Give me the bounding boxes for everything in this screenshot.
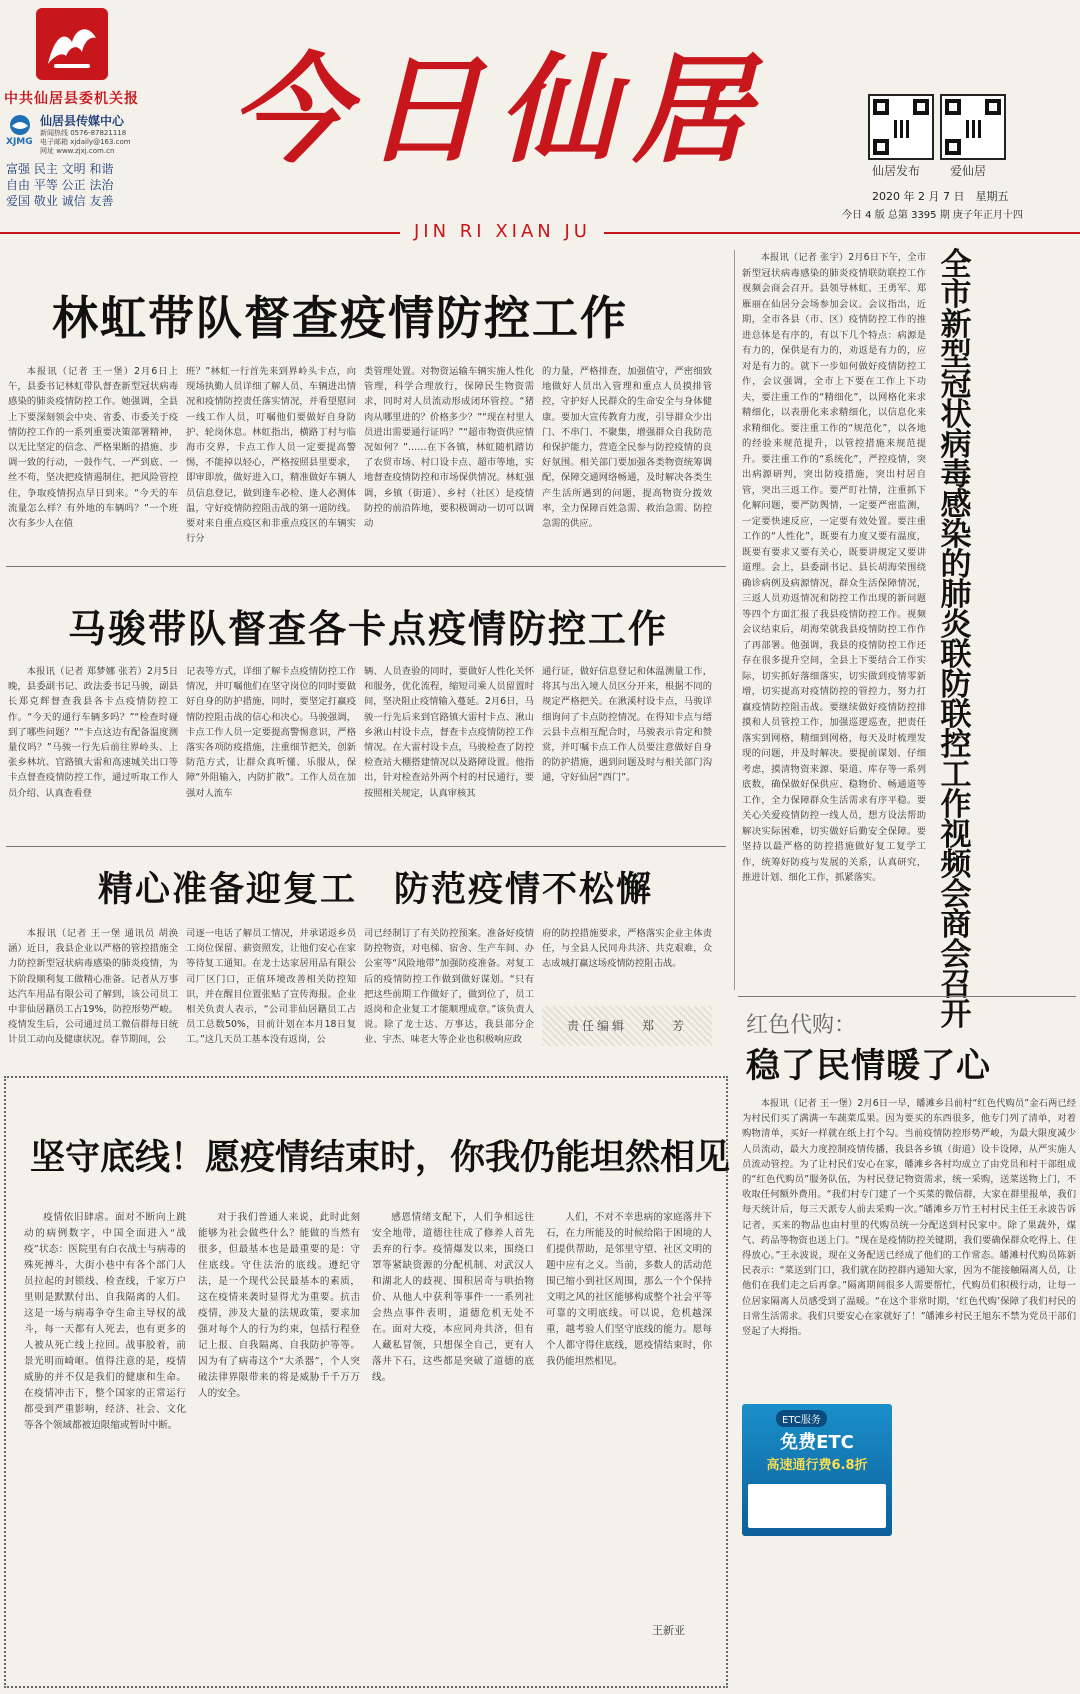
sidebar-headline-char: 冠 (940, 367, 972, 403)
article-text: 人们，不对不幸患病的家庭落井下石，在力所能及的时候给陷于困境的人们提供帮助，是邻里守望、社区文明的题中应有之义。当前，多数人的活动范围已缩小到社区周围，那么一个个保持文明之风的社区能够构成整个社会平等可靠的文明底线。可以说，危机越深重，越考验人们坚守底线的能力。愿每个人都守得住底线，愿疫情结束时，你我仍能坦然相见。 (546, 1212, 712, 1367)
section-rule (6, 566, 726, 567)
sidebar-headline-char: 感 (940, 487, 972, 523)
article-text: 感恩情绪支配下，人们争相远往安全地带，道德往往成了修养人首先丢弃的行李。疫情爆发以来，围绕口罩等紧缺资源的分配机制、对武汉人和湖北人的歧视、围积居奇与哄抬物价、从他人中获利等事件一一系列社会热点事件表明，道德危机无处不在。面对大疫，本应同舟共济，但有人藏私冒领，只想保全自己，更有人落井下石，这些都是突破了道德的底线。 (372, 1212, 534, 1383)
qr-code-icon (940, 94, 1006, 160)
sidebar-headline-char: 的 (940, 547, 972, 583)
article-column (8, 664, 178, 839)
article-column (898, 1404, 1076, 1680)
article-column (364, 364, 534, 554)
masthead-rule-right (604, 232, 1080, 234)
article-text: 疫情依旧肆虐。面对不断向上跳动的病例数字，中国全面进入“战疫”状态：医院里有白衣战士与病毒的殊死搏斗，大街小巷中有各个部门人员拉起的封锁线、检查线，千家万户里则是默默付出、自我隔离的人们。这是一场与病毒争夺生命主导权的战斗，每一天都有人死去，也有更多的人被从死亡线上拉回。战事胶着，前景光明而崎岖。值得注意的是，疫情威胁的并不仅是我们的健康和生命。在疫情冲击下，整个国家的正常运行都受到严重影响，经济、社会、文化等各个领域都被迫限缩或暂时中断。 (24, 1212, 186, 1431)
section-rule (6, 846, 726, 847)
article-column (186, 664, 356, 839)
sidebar-headline-char: 防 (940, 667, 972, 703)
article-column (198, 1210, 360, 1680)
sidebar-headline-char: 肺 (940, 577, 972, 613)
ad-footer-bar (748, 1484, 886, 1528)
core-values-line-3: 爱国 敬业 诚信 友善 (6, 194, 114, 208)
article-column (372, 1210, 534, 1680)
org-email: 电子邮箱 xjdaily@163.com (40, 138, 131, 146)
issue-line: 今日 4 版 总第 3395 期 庚子年正月十四 (842, 210, 1023, 221)
sidebar-headline-char: 毒 (940, 457, 972, 493)
sidebar-headline-char: 开 (940, 997, 972, 1033)
article-column (8, 926, 178, 1056)
sidebar-headline-char: 联 (940, 637, 972, 673)
article-column (186, 364, 356, 554)
byline: 王新亚 (652, 1624, 685, 1637)
article-text: 司已经制订了有关防控预案。准备好疫情防控物资，对电梯、宿舍、生产车间、办公室等“风险地带”加强防疫准备。对复工后的疫情防控工作做到做好谋划。“只有把这些前期工作做好了，做到位了，员工返岗和企业复工才能顺理成章。”该负责人说。除了龙士达、万事达，我县部分企业、宇杰、味老大等企业也积极响应政 (364, 928, 534, 1046)
article-headline: 坚守底线！愿疫情结束时，你我仍能坦然相见 (30, 1138, 731, 1178)
article-column (542, 926, 712, 996)
article-column (542, 664, 712, 839)
ad-subtitle: 高速通行费6.8折 (766, 1458, 868, 1473)
article-column (542, 364, 712, 554)
ad-title: 免费ETC (780, 1432, 854, 1453)
sidebar-headline-char: 会 (940, 937, 972, 973)
sidebar-headline-char: 控 (940, 727, 972, 763)
column-divider (734, 250, 735, 990)
article-column (24, 1210, 186, 1680)
sidebar-headline-char: 炎 (940, 607, 972, 643)
article-text: 班？”林虹一行首先来到界岭头卡点，向现场执勤人员详细了解人员、车辆进出情况和疫情防控责任落实情况，并看望慰问一线工作人员，叮嘱他们要做好自身防护、轮岗休息。林虹指出，横路丁村与临海市交界，卡点工作人员一定要提高警惕，不能掉以轻心，严格按照县里要求，即审即放，做好进入口，精准做好车辆人员信息登记，做到逢车必检、逢人必测体温，守好疫情防控阻击战的第一道防线。要对来自重点疫区和非重点疫区的车辆实行分 (186, 366, 356, 545)
qr-label-2: 爱仙居 (950, 164, 987, 178)
sidebar-headline (936, 247, 976, 1033)
masthead-rule-left (0, 232, 400, 234)
article-column (364, 664, 534, 839)
org-hotline: 新闻热线 0576-87821118 (40, 129, 127, 137)
sidebar-headline-char: 商 (940, 907, 972, 943)
etc-advertisement (742, 1404, 892, 1536)
article-headline: 林虹带队督查疫情防控工作 (52, 291, 628, 345)
sidebar-headline-char: 视 (940, 817, 972, 853)
newspaper-logo-icon (36, 8, 108, 80)
sidebar-headline-char: 联 (940, 697, 972, 733)
article-kicker: 红色代购： (746, 1013, 857, 1038)
article-text: 对于我们普通人来说，此时此刻能够为社会做些什么？能做的当然有很多，但最基本也是最重要的是：守住底线。守住法治的底线。遵纪守法，是一个现代公民最基本的素质，这在疫情来袭时显得尤为重要。抗击疫情，涉及大量的法规政策，要求加强对每个人的行为约束，包括行程登记上报、自我隔离、自我防护等等。因为有了病毒这个“大杀器”，个人突破法律界限带来的将是威胁千千万万人的安全。 (198, 1212, 360, 1399)
editor-credit: 责任编辑 郑 芳 (542, 1006, 712, 1046)
article-headline: 马骏带队督查各卡点疫情防控工作 (68, 607, 669, 651)
article-headline: 精心准备迎复工 防范疫情不松懈 (98, 870, 654, 910)
core-values-line-1: 富强 民主 文明 和谐 (6, 162, 114, 176)
org-abbr: XJMG (6, 137, 33, 147)
sidebar-headline-char: 新 (940, 307, 972, 343)
org-logo-icon (8, 114, 32, 136)
qr-code-icon (868, 94, 934, 160)
date-line: 2020 年 2 月 7 日 星期五 (872, 190, 1009, 203)
sidebar-headline-char: 状 (940, 397, 972, 433)
article-column (364, 926, 534, 1056)
article-column (742, 1096, 1076, 1396)
article-headline: 稳了民情暖了心 (746, 1046, 991, 1086)
article-text: 本报讯（记者 王一堡）2月6日上午，县委书记林虹带队督查新型冠状病毒感染的肺炎疫情防控工作。她强调，全县上下要深刻领会中央、省委、市委关于疫情防控工作的一系列重要决策部署精神，以无比坚定的信念、严格果断的措施、步调一致的行动，一鼓作气、一严到底、一丝不苟，坚决把疫情遏制住，把风险管控住，争取疫情拐点早日到来。“今天的车流量怎么样？有外地的车辆吗？”一个班次有多少人在值 (8, 366, 178, 530)
sidebar-headline-char: 工 (940, 757, 972, 793)
pinyin-title: JIN RI XIAN JU (414, 221, 591, 242)
party-label: 中共仙居县委机关报 (4, 91, 139, 107)
newspaper-title: 今日仙居 (230, 40, 767, 179)
article-text: 本报讯（记者 郑梦娜 张若）2月5日晚，县委副书记、政法委书记马骏，副县长郑克辉督查我县各卡点疫情防控工作。“今天的通行车辆多吗？”“检查时碰到了哪些问题？”“卡点这边有配备温度测量仪吗？”马骏一行先后前往界岭头、上张乡林坑、官路镇大雷和高速城关出口等卡点督查疫情防控工作，通过听取工作人员介绍、认真查看登 (8, 666, 178, 799)
sidebar-headline-char: 病 (940, 427, 972, 463)
masthead (0, 0, 1080, 240)
article-text: 本报讯（记者 王一堡 通讯员 胡涣涵）近日，我县企业以严格的管控措施全力防控新型冠状病毒感染的肺炎疫情，为下阶段顺利复工做精心准备。记者从万事达汽车用品有限公司了解到，该公司员工中非仙居籍员工占19%，防控形势严峻。疫情发生后，公司通过员工微信群每日统计员工动向及健康状况。春节期间，公 (8, 928, 178, 1046)
article-text: 辆、人员查验的同时，要做好人性化关怀和服务，优化流程，缩短司乘人员留置时间，坚决阻止疫情输入蔓延。2月6日，马骏一行先后来到官路镇大雷村卡点、湫山乡湫山村设卡点，督查卡点疫情防控工作情况。在大雷村设卡点，马骏检查了防控检查站大棚搭建情况以及路障设置。他指出，针对检查站外两个村的村民通行，要按照相关规定，认真审核其 (364, 666, 534, 799)
sidebar-headline-char: 召 (940, 967, 972, 1003)
org-web: 网址 www.zjxj.com.cn (40, 147, 115, 155)
sidebar-headline-char: 染 (940, 517, 972, 553)
sidebar-headline-char: 全 (940, 247, 972, 283)
article-text: 的力量，严格排查，加强值守，严密细致地做好人员出入管理和重点人员摸排管控，守护好人民群众的生命安全与身体健康。要加大宣传教育力度，引导群众少出门、不串门、不聚集，增强群众自我防范和保护能力，营造全民参与防控疫情的良好氛围。相关部门要加强各类物资统筹调配，保障交通网络畅通，及时解决各类生产生活所遇到的问题，提高物资分拨效率，全力保障百姓急需、救治急需、防控急需的供应。 (542, 366, 712, 530)
section-rule (738, 996, 1076, 997)
article-text: 府的防控措施要求，严格落实企业主体责任，与全县人民同舟共济、共克艰难，众志成城打赢这场疫情防控阻击战。 (542, 928, 712, 970)
core-values-line-2: 自由 平等 公正 法治 (6, 178, 114, 192)
sidebar-headline-char: 频 (940, 847, 972, 883)
article-text: 类管理处置。对物资运输车辆实施人性化管理，科学合理放行，保障民生物资需求，同时对人员流动形成闭环管控。“猪肉从哪里进的？价格多少？”“现在村里人员进出需要通行证吗？”“超市物资供应情况如何？”……在下各镇，林虹随机踏访了农贸市场、村口设卡点、超市等地，实地督查疫情防控和市场保供情况。林虹强调，乡镇（街道）、乡村（社区）是疫情防控的前沿阵地，要积极调动一切可以调动 (364, 366, 534, 530)
article-text: 记表等方式，详细了解卡点疫情防控工作情况，并叮嘱他们在坚守岗位的同时要做好自身的防护措施，同时，要坚定打赢疫情防控阻击战的信心和决心。马骏强调，卡点工作人员一定要提高警惕意识，严格落实各项防疫措施，注重细节把关，创新防范方式，让群众真听懂、乐服从，保障“外阻输入，内防扩散”。工作人员在加强对人流车 (186, 666, 356, 799)
ad-label: ETC服务 (776, 1410, 827, 1427)
sidebar-headline-char: 市 (940, 277, 972, 313)
article-column (186, 926, 356, 1056)
article-text: 通行证，做好信息登记和体温测量工作，将其与出入境人员区分开来，根据不同的规定严格把关。在湫溪村设卡点，马骏详细询问了卡点防控情况。在得知卡点与缙云县卡点相互配合时，马骏表示肯定和赞赏，并叮嘱卡点工作人员要注意做好自身的防护措施，遇到问题及时与相关部门沟通，守好仙居“西门”。 (542, 666, 712, 784)
article-text: 司逐一电话了解员工情况，并承诺返乡员工岗位保留、薪资照发，让他们安心在家等待复工通知。在龙士达家居用品有限公司厂区门口，正值环境改善相关防控知识，并在醒目位置张贴了宣传海报。企业相关负责人表示，“公司非仙居籍员工占员工总数50%，目前计划在本月18日复工。”这几天员工基本没有返岗，公 (186, 928, 356, 1046)
org-name: 仙居县传媒中心 (40, 114, 125, 128)
article-column (8, 364, 178, 554)
sidebar-article-body (742, 250, 926, 960)
article-column (546, 1210, 712, 1610)
qr-label-1: 仙居发布 (872, 164, 921, 178)
sidebar-headline-char: 会 (940, 877, 972, 913)
article-text: 本报讯（记者 王一堡）2月6日一早，皤滩乡吕前村“红色代购员”金石两已经为村民们买了满满一车蔬菜瓜果。因为要买的东西很多，他专门列了清单，对着购物清单，买好一样就在纸上打个勾。当前疫情防控形势严峻，为最大限度减少人员流动，最大力度控制疫情传播，我县各乡镇（街道）设卡设障，从严实施人员流动管控。为了让村民们安心在家，皤滩乡各村均成立了由党员和村干部组成的“红色代购员”服务队伍，为村民登记物资需求，统一采购，送菜送物上门，不收取任何额外费用。“我们村专门建了一个买菜的微信群，大家在群里报单，我们每天统计后，每三天派专人前去采购一次。”皤滩乡万竹王村村民主任王永波告诉记者，买来的物品也由村里的代购员统一分配送到村民家中。除了果蔬外，煤气、药品等物资也送上门。“现在是疫情防控关键期，我们要确保群众吃得上、住得放心。”王永波说，现在义务配送已经成了他们的工作常态。皤滩村代购员陈新民表示：“菜送到门口，我们就在防控群内通知大家，因为不能接触隔离人员，让他们在我们走之后再拿。”隔离期间很多人需要帮忙，代购员们积极行动，让每一位居家隔离人员感受到了温暖。“在这个非常时期，‘红色代购’保障了我们村民的日常生活需求。我们只要安心在家就好了！”皤滩乡村民王旭东不禁为党员干部们竖起了大拇指。 (742, 1098, 1076, 1338)
sidebar-headline-char: 作 (940, 787, 972, 823)
article-text: 本报讯（记者 张宇）2月6日下午，全市新型冠状病毒感染的肺炎疫情联防联控工作视频会商会召开。县领导林虹、王勇军、郑雁丽在仙居分会场参加会议。会议指出，近期，全市各县（市、区）疫情防控工作的推进总体是有序的，有以下几个特点：病源是有力的，保供是有力的，劝返是有力的，应对是有力的。就下一步如何做好疫情防控工作，会议强调，全市上下要在工作上下功夫，要注重工作的“精细化”，以网格化来求精细化，以表册化来求精细化，以信息化来求精细化。要注重工作的“规范化”，以各地的经验来规范提升，以管控措施来规范提升。要注重工作的“系统化”，严控疫情，突出病源研判，突出防疫措施，突出村居自管，突出三返工作。要严盯社情，注重抓下化解问题，要严防舆情，一定要严密监测，一定要快速反应，一定要有效处置。要注重工作的“人性化”，既要有力度又要有温度，既要有要求又要有关心，既要讲规定又要讲道理。会上，县委副书记、县长胡海荣围绕确诊病例及病源情况，群众生活保障情况，三返人员劝返情况和防控工作出现的新问题等四个方面汇报了我县疫情防控工作。视频会议结束后，胡海荣就我县疫情防控工作作了再部署。他强调，我县的疫情防控工作还存在很多提升空间，全县上下要结合工作实际，切实抓好落细落实，切实做到疫情零新增，切实提高对疫情防控的管控力，努力打赢疫情防控阻击战。要继续做好疫情防控排摸和人员管控工作，加强巡逻巡查，把责任落实到网格，精细到网格，每天及时梳理发现的问题，并及时解决。要提前谋划、仔细考虑，摸清物资来源、渠道、库存等一系列底数，确保做好保供应、稳物价、畅通道等工作，全力保障群众生活需求有序平稳。要关心关爱疫情防控一线人员，想方设法帮助解决实际困难，切实做好后勤安全保障。要坚持以最严格的防控措施做好复工复学工作，统筹好防疫与发展的关系，认真研究，推进计划、细化工作，抓紧落实。 (742, 252, 926, 883)
sidebar-headline-char: 型 (940, 337, 972, 373)
